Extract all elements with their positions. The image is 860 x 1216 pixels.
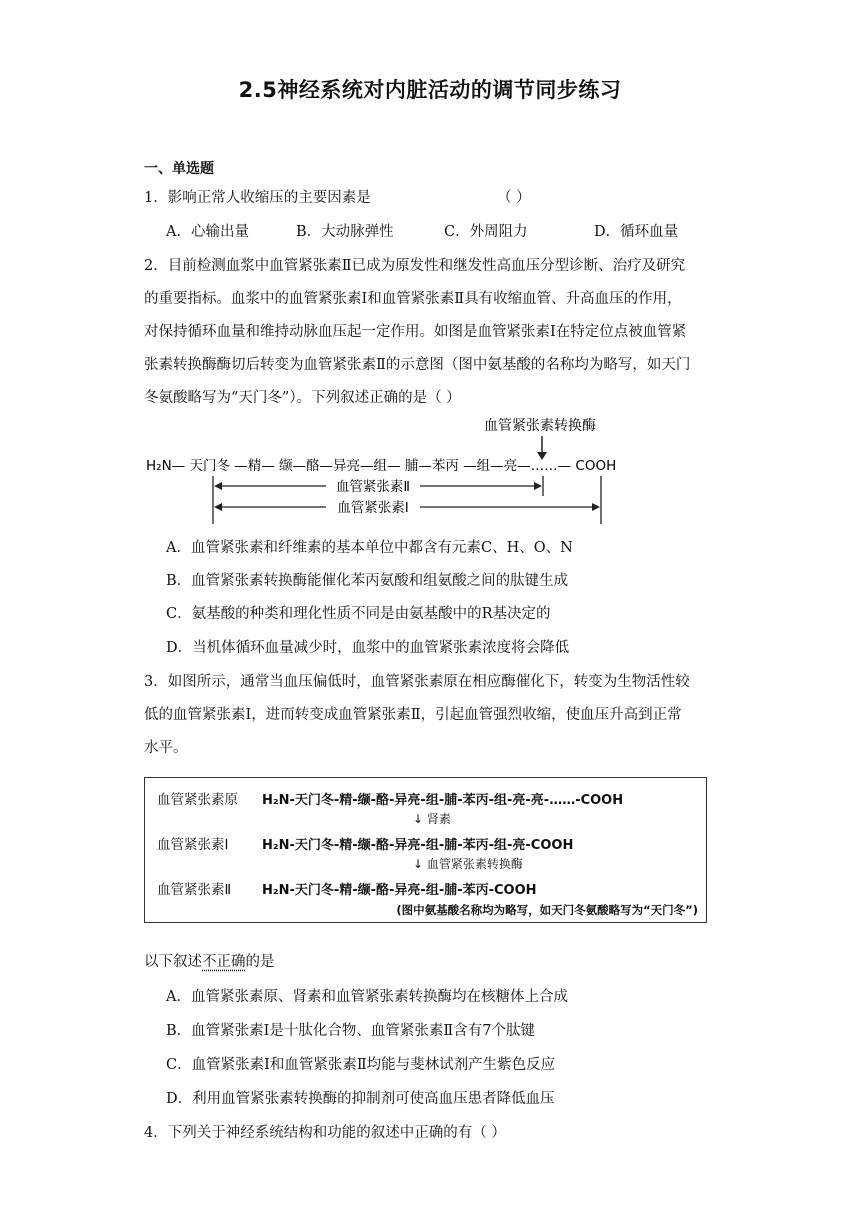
ii-arrow-left (214, 482, 222, 490)
angiotensin-i-sequence: H₂N-天门冬-精-缬-酪-异亮-组-脯-苯丙-组-亮-COOH (262, 838, 574, 853)
angiotensin-ii-sequence: H₂N-天门冬-精-缬-酪-异亮-组-脯-苯丙-COOH (262, 883, 537, 898)
q3-line-1: 3．如图所示，通常当血压偏低时，血管紧张素原在相应酶催化下，转变为生物活性较 (144, 674, 690, 690)
angiotensin-i-row-label: 血管紧张素Ⅰ (157, 837, 229, 853)
q4-stem: 4．下列关于神经系统结构和功能的叙述中正确的有（ ） (144, 1125, 506, 1141)
q3-line-3: 水平。 (144, 740, 188, 756)
q1-option-d: D．循环血量 (594, 224, 679, 240)
q2-line-3: 对保持循环血量和维持动脉血压起一定作用。如图是血管紧张素Ⅰ在特定位点被血管紧 (144, 324, 687, 340)
q3-lead (144, 950, 275, 971)
q3-option-d: D．利用血管紧张素转换酶的抑制剂可使高血压患者降低血压 (166, 1091, 555, 1107)
angiotensin-ii-row-label: 血管紧张素Ⅱ (157, 882, 232, 898)
q3-option-c: C．血管紧张素Ⅰ和血管紧张素Ⅱ均能与斐林试剂产生紫色反应 (166, 1057, 556, 1073)
ace-arrow: ↓ 血管紧张素转换酶 (413, 857, 523, 871)
angiotensin-i-label: 血管紧张素Ⅰ (337, 500, 409, 516)
q2-option-a: A．血管紧张素和纤维素的基本单位中都含有元素C、H、O、N (166, 540, 573, 556)
q2-line-5: 冬氨酸略写为“天门冬”）。下列叙述正确的是（ ） (144, 390, 461, 406)
q3-lead-prefix: 以下叙述 (144, 954, 202, 970)
ii-arrow-right (534, 482, 542, 490)
q2-option-d: D．当机体循环血量减少时，血浆中的血管紧张素浓度将会降低 (166, 640, 570, 656)
q2-line-4: 张素转换酶酶切后转变为血管紧张素Ⅱ的示意图（图中氨基酸的名称均为略写，如天门 (144, 357, 691, 373)
q3-line-2: 低的血管紧张素Ⅰ，进而转变成血管紧张素Ⅱ，引起血管强烈收缩，使血压升高到正常 (144, 707, 682, 723)
q2-peptide-figure (140, 410, 740, 530)
q3-option-a: A．血管紧张素原、肾素和血管紧张素转换酶均在核糖体上合成 (166, 989, 568, 1005)
q3-figure-box (144, 777, 707, 923)
q1-option-a: A．心输出量 (166, 224, 249, 240)
renin-arrow: ↓ 肾素 (413, 812, 451, 826)
section-heading: 一、单选题 (144, 161, 214, 177)
q1-option-c: C．外周阻力 (444, 224, 528, 240)
q1-option-b: B．大动脉弹性 (296, 224, 394, 240)
q1-stem: 1．影响正常人收缩压的主要因素是 (144, 190, 371, 206)
i-arrow-left (214, 503, 222, 511)
q2-line-1: 2．目前检测血浆中血管紧张素Ⅱ已成为原发性和继发性高血压分型诊断、治疗及研究 (144, 258, 686, 274)
q2-line-2: 的重要指标。血浆中的血管紧张素Ⅰ和血管紧张素Ⅱ具有收缩血管、升高血压的作用， (144, 291, 682, 307)
q2-option-b: B．血管紧张素转换酶能催化苯丙氨酸和组氨酸之间的肽键生成 (166, 573, 569, 589)
enzyme-label: 血管紧张素转换酶 (484, 418, 596, 434)
page-title: 2.5神经系统对内脏活动的调节同步练习 (238, 78, 622, 102)
i-arrow-right (592, 503, 600, 511)
q1-answer-blank: （ ） (497, 190, 531, 206)
q3-lead-suffix: 的是 (245, 954, 275, 970)
q3-option-b: B．血管紧张素Ⅰ是十肽化合物、血管紧张素Ⅱ含有7个肽键 (166, 1023, 535, 1039)
precursor-sequence: H₂N-天门冬-精-缬-酪-异亮-组-脯-苯丙-组-亮-亮-……-COOH (262, 793, 624, 808)
precursor-label: 血管紧张素原 (157, 792, 238, 808)
q2-option-c: C．氨基酸的种类和理化性质不同是由氨基酸中的R基决定的 (166, 606, 551, 622)
figure-note: (图中氨基酸名称均为略写，如天门冬氨酸略写为“天门冬”) (396, 903, 698, 917)
q3-lead-emphasis: 不正确 (202, 954, 246, 970)
peptide-chain: H₂N— 天门冬 —精— 缬—酪—异亮—组— 脯—苯丙 —组—亮—……— COOH (146, 458, 617, 474)
angiotensin-ii-label: 血管紧张素Ⅱ (335, 479, 411, 495)
